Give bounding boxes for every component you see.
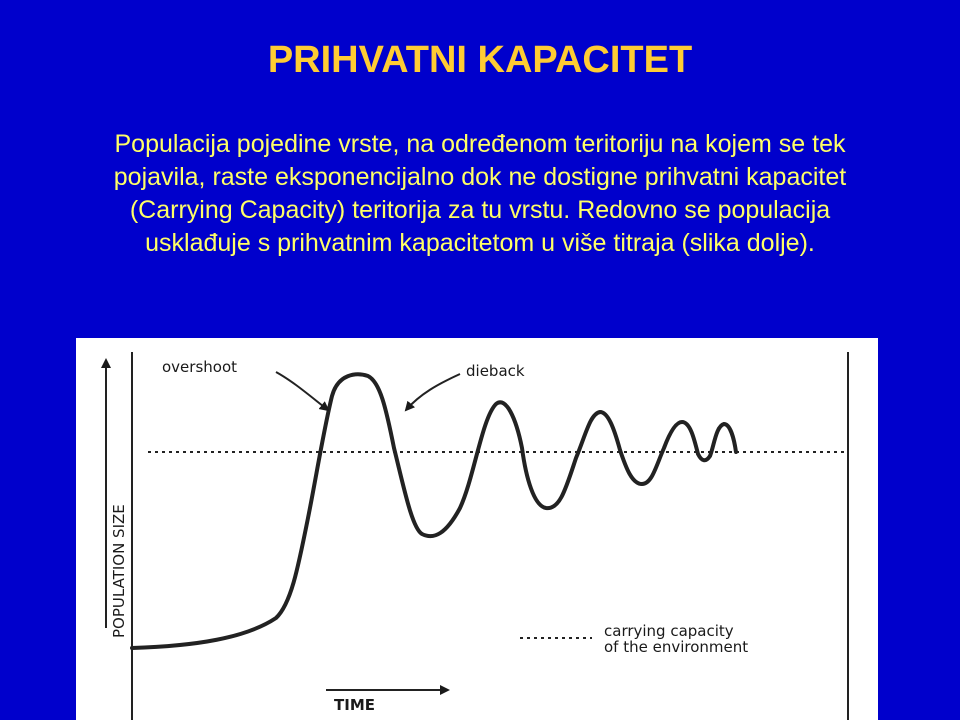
slide-paragraph: [10, 128, 950, 260]
paragraph-line: Populacija pojedine vrste, na određenom teritoriju na kojem se tek: [114, 130, 846, 158]
overshoot-label: overshoot: [162, 358, 238, 376]
paragraph-line: pojavila, raste eksponencijalno dok ne dostigne prihvatni kapacitet: [113, 163, 847, 191]
legend-line1: carrying capacity: [604, 622, 734, 640]
paragraph-line: (Carrying Capacity) teritorija za tu vrstu. Redovno se populacija: [129, 196, 831, 224]
population-diagram: [76, 338, 878, 720]
dieback-arrow: [406, 374, 460, 410]
overshoot-arrow: [276, 372, 328, 410]
legend-line2: of the environment: [604, 638, 749, 656]
population-diagram-svg: [76, 338, 878, 720]
dieback-label: dieback: [466, 362, 525, 380]
x-axis-label: TIME: [334, 696, 375, 714]
paragraph-line: usklađuje s prihvatnim kapacitetom u više titraja (slika dolje).: [145, 229, 815, 257]
y-axis-label: POPULATION SIZE: [110, 504, 128, 638]
population-curve: [132, 374, 736, 648]
slide-title: PRIHVATNI KAPACITET: [267, 39, 693, 81]
